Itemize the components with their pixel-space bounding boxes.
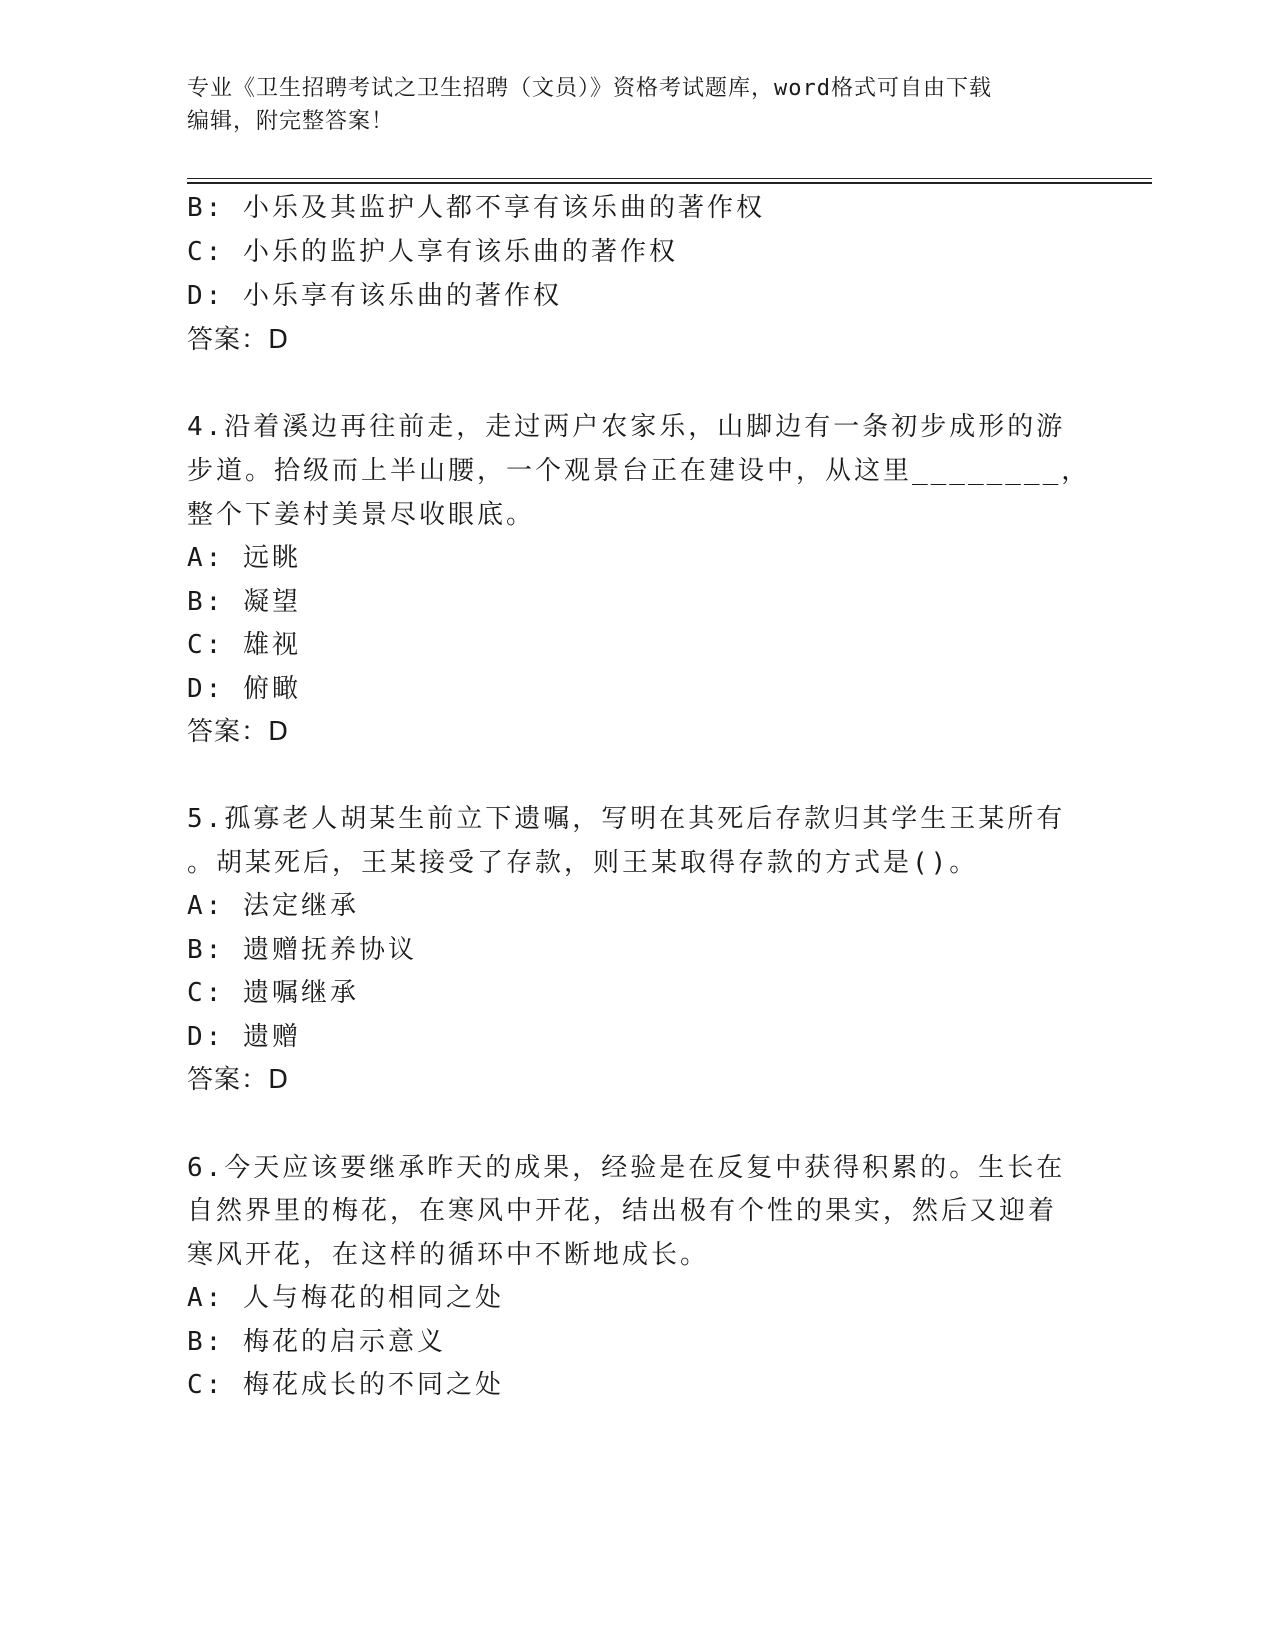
q5-option-c: C: 遗嘱继承: [187, 978, 359, 1008]
q4-option-a: A: 远眺: [187, 543, 301, 573]
q6-stem-line-1: 6.今天应该要继承昨天的成果，经验是在反复中获得积累的。生长在: [187, 1153, 1066, 1183]
q3-option-b: B: 小乐及其监护人都不享有该乐曲的著作权: [187, 193, 765, 223]
q3-answer: 答案：D: [187, 325, 290, 355]
q6-option-a: A: 人与梅花的相同之处: [187, 1283, 504, 1313]
q4-stem-line-2: 步道。拾级而上半山腰，一个观景台正在建设中，从这里________，: [187, 456, 1091, 486]
q6-stem-line-3: 寒风开花，在这样的循环中不断地成长。: [187, 1240, 710, 1270]
q3-option-d: D: 小乐享有该乐曲的著作权: [187, 281, 562, 311]
q4-stem-line-3: 整个下姜村美景尽收眼底。: [187, 500, 536, 530]
q3-option-c: C: 小乐的监护人享有该乐曲的著作权: [187, 237, 678, 267]
q6-option-b: B: 梅花的启示意义: [187, 1327, 446, 1357]
q5-stem-line-1: 5.孤寡老人胡某生前立下遗嘱，写明在其死后存款归其学生王某所有: [187, 804, 1066, 834]
q5-option-a: A: 法定继承: [187, 891, 359, 921]
header-line-2: 编辑，附完整答案！: [187, 109, 395, 134]
q5-option-b: B: 遗赠抚养协议: [187, 935, 417, 965]
q5-option-d: D: 遗赠: [187, 1022, 301, 1052]
q4-option-c: C: 雄视: [187, 630, 301, 660]
header-line-1: 专业《卫生招聘考试之卫生招聘（文员）》资格考试题库，word格式可自由下载: [187, 76, 992, 101]
q6-option-c: C: 梅花成长的不同之处: [187, 1370, 504, 1400]
header-divider-thin: [187, 178, 1152, 179]
document-header: [187, 72, 1067, 138]
q5-answer: 答案：D: [187, 1065, 290, 1095]
q6-stem-line-2: 自然界里的梅花，在寒风中开花，结出极有个性的果实，然后又迎着: [187, 1196, 1058, 1226]
q5-stem-line-2: 。胡某死后，王某接受了存款，则王某取得存款的方式是()。: [187, 848, 979, 878]
q4-option-d: D: 俯瞰: [187, 674, 301, 704]
q4-answer: 答案：D: [187, 717, 290, 747]
q4-option-b: B: 凝望: [187, 587, 301, 617]
q4-stem-line-1: 4.沿着溪边再往前走，走过两户农家乐，山脚边有一条初步成形的游: [187, 412, 1066, 442]
header-divider-thick: [187, 182, 1152, 184]
